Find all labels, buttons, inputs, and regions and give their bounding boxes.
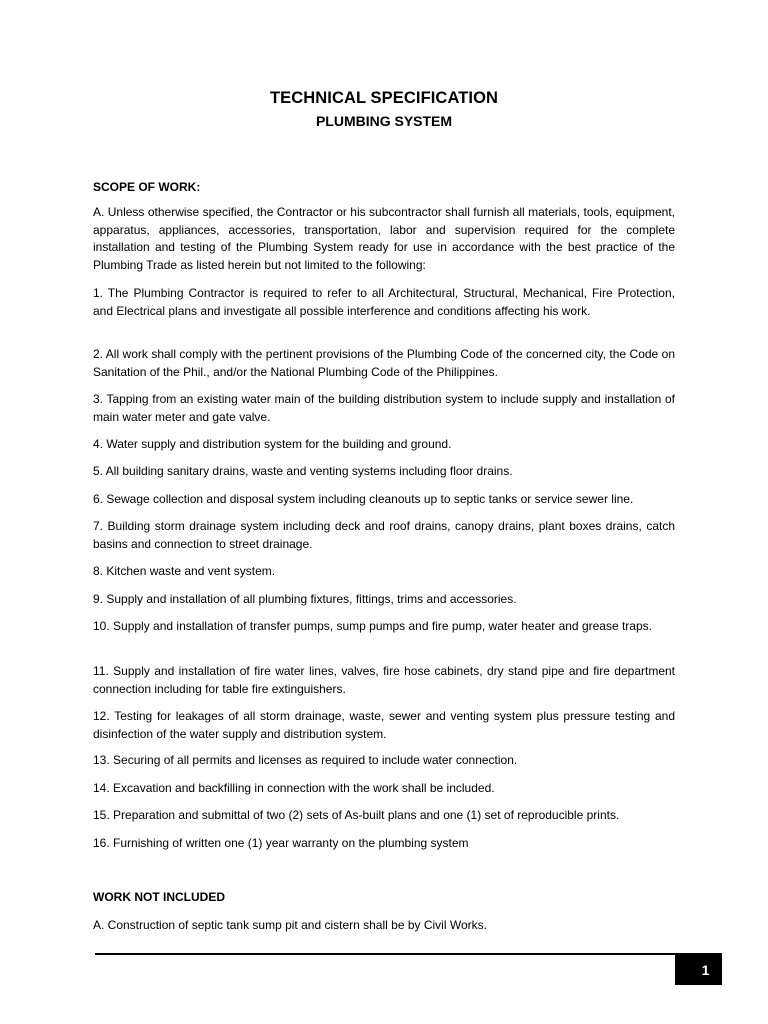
- document-subtitle: PLUMBING SYSTEM: [315, 113, 453, 129]
- not-included-heading: WORK NOT INCLUDED: [93, 890, 225, 904]
- scope-item-4: 4. Water supply and distribution system for the building and ground.: [93, 437, 452, 451]
- scope-item-7: 7. Building storm drainage system including deck and roof drains, canopy drains, plant boxes drains, catch basins and connection to street drainage.: [93, 519, 675, 551]
- scope-item-13: 13. Securing of all permits and licenses as required to include water connection.: [93, 753, 518, 767]
- scope-item-16: 16. Furnishing of written one (1) year warranty on the plumbing system: [93, 836, 469, 850]
- scope-item-15: 15. Preparation and submittal of two (2) sets of As-built plans and one (1) set of reproducible prints.: [93, 808, 620, 822]
- scope-item-2: 2. All work shall comply with the pertinent provisions of the Plumbing Code of the concerned city, the Code on Sanitation of the Phil., and/or the National Plumbing Code of the Philippines.: [93, 347, 675, 379]
- scope-item-12: 12. Testing for leakages of all storm drainage, waste, sewer and venting system plus pressure testing and disinfection of the water supply and distribution system.: [93, 709, 675, 741]
- page-number-box: [675, 955, 722, 985]
- scope-item-11: 11. Supply and installation of fire water lines, valves, fire hose cabinets, dry stand pipe and fire department connection including for table fire extinguishers.: [93, 664, 675, 696]
- document-title: TECHNICAL SPECIFICATION: [269, 89, 499, 107]
- scope-item-5: 5. All building sanitary drains, waste and venting systems including floor drains.: [93, 464, 513, 478]
- scope-item-a: A. Unless otherwise specified, the Contractor or his subcontractor shall furnish all materials, tools, equipment, apparatus, appliances, accessories, transportation, labor and supervision required for the complete installation and testing of the Plumbing System ready for use in accordance with the best practice of the Plumbing Trade as listed herein but not limited to the following:: [93, 205, 675, 272]
- scope-heading: SCOPE OF WORK:: [93, 180, 201, 194]
- scope-item-3: 3. Tapping from an existing water main of the building distribution system to include supply and installation of main water meter and gate valve.: [93, 392, 675, 424]
- scope-item-14: 14. Excavation and backfilling in connection with the work shall be included.: [93, 781, 495, 795]
- scope-item-8: 8. Kitchen waste and vent system.: [93, 564, 276, 578]
- scope-item-10: 10. Supply and installation of transfer pumps, sump pumps and fire pump, water heater and grease traps.: [93, 619, 652, 633]
- footer-rule: [95, 953, 722, 955]
- scope-item-9: 9. Supply and installation of all plumbing fixtures, fittings, trims and accessories.: [93, 592, 517, 606]
- scope-item-1: 1. The Plumbing Contractor is required to refer to all Architectural, Structural, Mechanical, Fire Protection, and Electrical plans and investigate all possible interference and conditions affecting his work.: [93, 286, 675, 318]
- scope-item-6: 6. Sewage collection and disposal system including cleanouts up to septic tanks or service sewer line.: [93, 492, 634, 506]
- page-number: 1: [701, 962, 710, 978]
- not-included-item-a: A. Construction of septic tank sump pit and cistern shall be by Civil Works.: [93, 918, 487, 932]
